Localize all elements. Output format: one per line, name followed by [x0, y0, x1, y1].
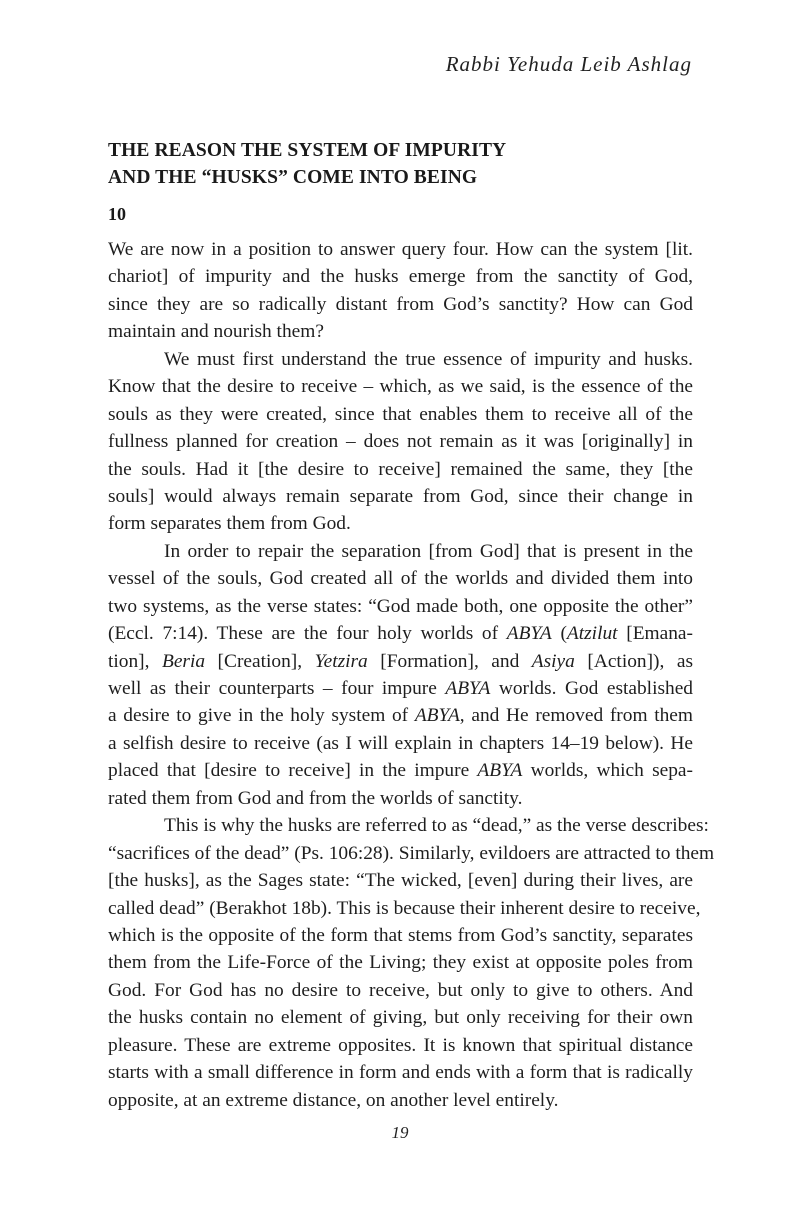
text-line: Know that the desire to receive – which, as we said, is the essence of the [108, 376, 693, 398]
chapter-title [108, 137, 708, 191]
body-text [108, 236, 715, 1114]
text-segment: (Eccl. 7:14). These are the four holy worlds of [108, 623, 507, 645]
page-number: 19 [391, 1123, 409, 1142]
running-head-author: Rabbi Yehuda Leib Ashlag [445, 52, 692, 76]
paragraph-1 [108, 236, 693, 346]
text-line: maintain and nourish them? [108, 321, 324, 343]
italic-term-atzilut: Atzilut [566, 623, 618, 645]
paragraph-3 [108, 538, 693, 812]
section-number: 10 [108, 204, 126, 224]
text-line [108, 648, 693, 675]
text-line: God. For God has no desire to receive, but only to give to others. And [108, 979, 693, 1001]
text-line: [the husks], as the Sages state: “The wicked, [even] during their lives, are [108, 870, 693, 892]
text-line [108, 702, 693, 729]
paragraph-2 [108, 346, 693, 538]
text-line: starts with a small difference in form and ends with a form that is radically [108, 1062, 693, 1084]
italic-term-abya: ABYA [414, 705, 460, 727]
text-line: This is why the husks are referred to as “dead,” as the verse describes: [164, 815, 709, 837]
italic-term-abya: ABYA [445, 678, 491, 699]
text-segment: tion], [108, 650, 162, 672]
text-segment: worlds, which sepa- [522, 760, 693, 782]
paragraph-4 [108, 812, 715, 1114]
text-line [108, 675, 693, 702]
text-line: the husks contain no element of giving, but only receiving for their own [108, 1007, 693, 1029]
text-segment: ( [551, 623, 567, 645]
text-line: vessel of the souls, God created all of the worlds and divided them into [108, 568, 693, 590]
text-segment: [Formation], and [367, 650, 532, 672]
text-segment: placed that [desire to receive] in the impure [108, 760, 478, 782]
text-segment: [Creation], [205, 650, 315, 672]
text-line [108, 757, 693, 784]
text-line: pleasure. These are extreme opposites. It is known that spiritual distance [108, 1034, 693, 1056]
italic-term-asiya: Asiya [531, 650, 575, 672]
text-segment: [Action]), as [574, 650, 693, 672]
italic-term-beria: Beria [161, 650, 206, 672]
text-segment: [Emana- [617, 623, 693, 645]
chapter-title-line-2: AND THE “HUSKS” COME INTO BEING [108, 167, 478, 188]
chapter-title-line-1: THE REASON THE SYSTEM OF IMPURITY [108, 140, 507, 161]
text-line: a selfish desire to receive (as I will explain in chapters 14–19 below). He [108, 732, 693, 754]
text-line: which is the opposite of the form that stems from God’s sanctity, separates [108, 924, 693, 946]
text-line: souls as they were created, since that enables them to receive all of the [108, 403, 693, 425]
text-line: since they are so radically distant from God’s sanctity? How can God [108, 293, 693, 315]
text-segment: , and He removed from them [459, 705, 693, 727]
text-line: rated them from God and from the worlds of sanctity. [108, 787, 523, 809]
italic-term-abya: ABYA [477, 760, 523, 782]
text-line: them from the Life-Force of the Living; they exist at opposite poles from [108, 952, 693, 974]
text-segment: a desire to give in the holy system of [108, 705, 415, 727]
text-line: chariot] of impurity and the husks emerge from the sanctity of God, [108, 266, 693, 288]
text-line: form separates them from God. [108, 513, 351, 535]
text-line: called dead” (Berakhot 18b). This is because their inherent desire to receive, [108, 897, 701, 919]
italic-term-abya: ABYA [506, 623, 552, 645]
text-segment: well as their counterparts – four impure [108, 678, 446, 699]
text-line: fullness planned for creation – does not remain as it was [originally] in [108, 431, 693, 453]
italic-term-yetzira: Yetzira [314, 650, 368, 672]
text-line: We must first understand the true essence of impurity and husks. [164, 348, 693, 370]
text-line: In order to repair the separation [from God] that is present in the [164, 540, 693, 562]
text-line: opposite, at an extreme distance, on another level entirely. [108, 1089, 559, 1111]
text-line: “sacrifices of the dead” (Ps. 106:28). Similarly, evildoers are attracted to them [108, 842, 715, 864]
text-line: souls] would always remain separate from God, since their change in [108, 485, 693, 507]
text-line: the souls. Had it [the desire to receive] remained the same, they [the [108, 458, 693, 480]
text-line [108, 620, 693, 647]
text-segment: worlds. God established [490, 678, 694, 699]
text-line: We are now in a position to answer query four. How can the system [lit. [108, 239, 693, 260]
text-line: two systems, as the verse states: “God made both, one opposite the other” [108, 595, 693, 617]
